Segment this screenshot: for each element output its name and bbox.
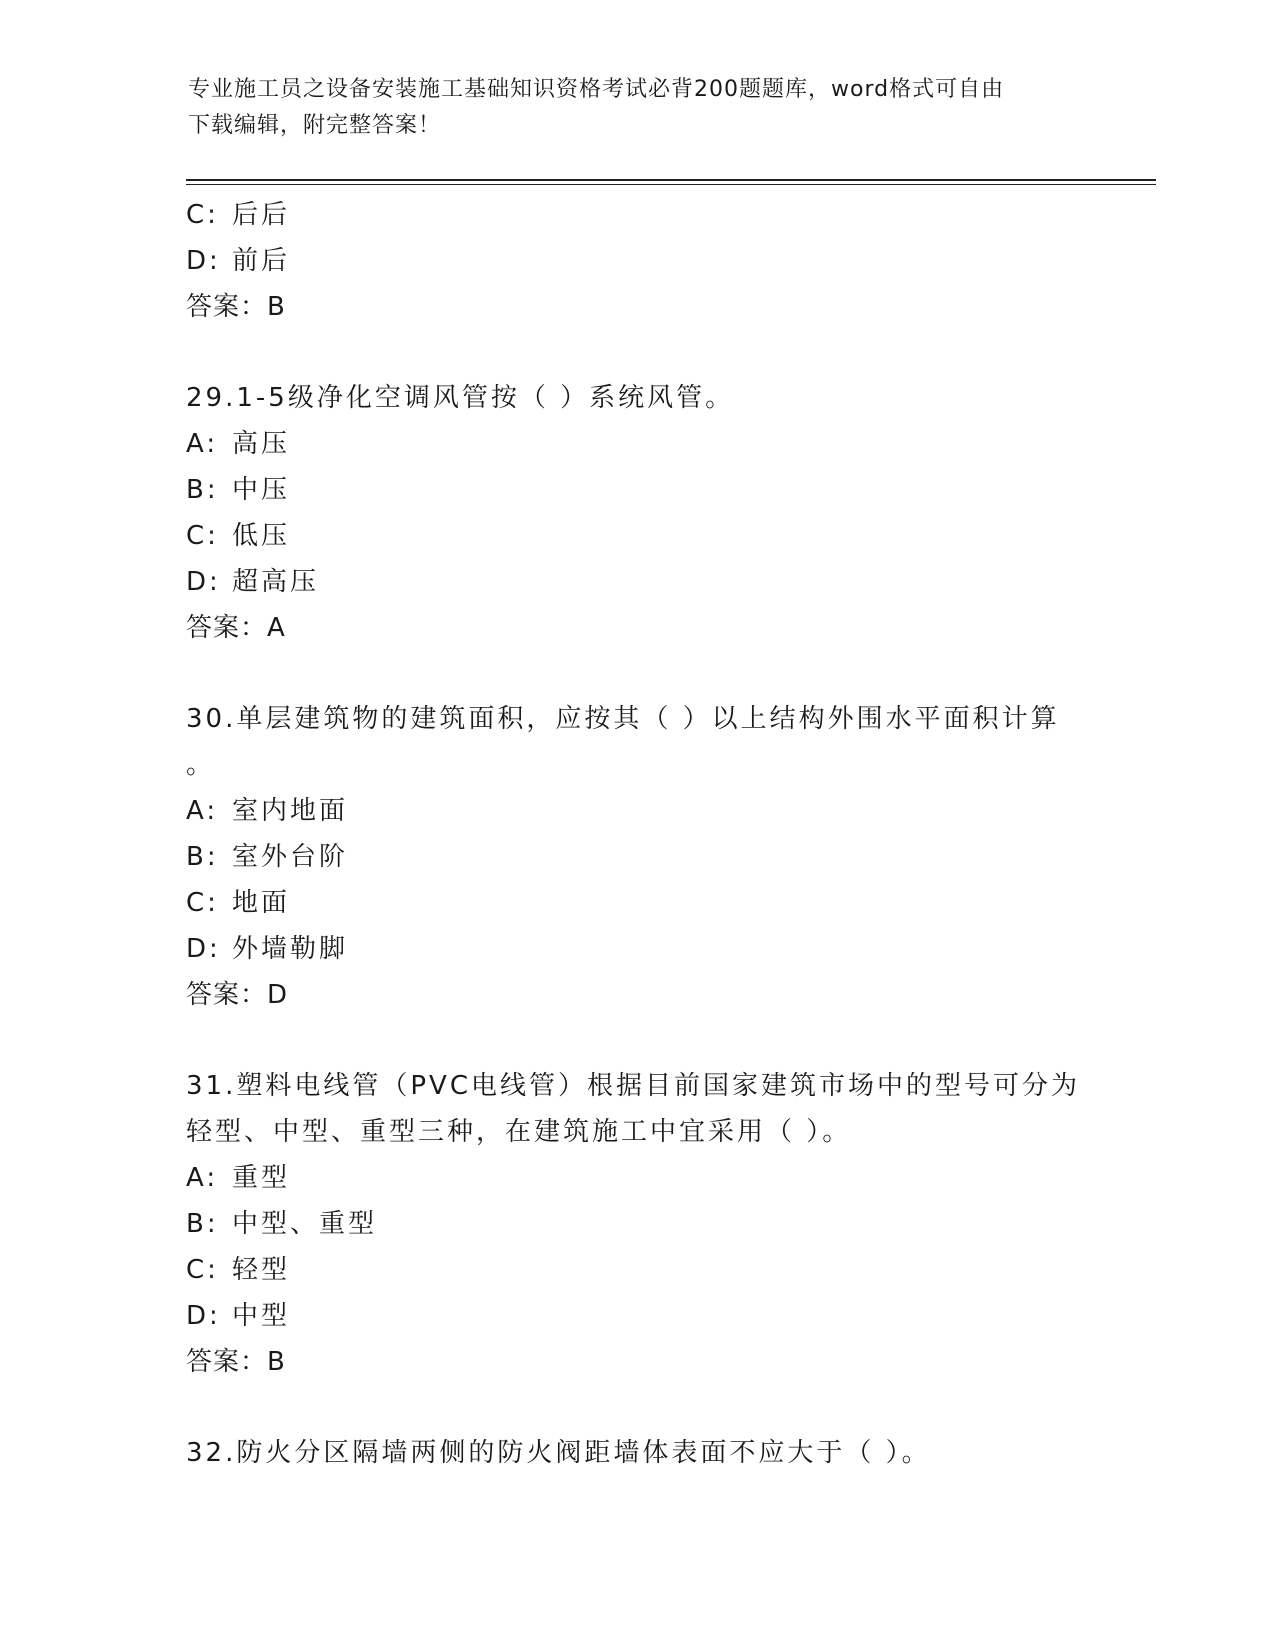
header-line-2: 下载编辑，附完整答案！	[188, 113, 442, 138]
question-31	[186, 1063, 1080, 1385]
option-key: D:	[186, 246, 221, 276]
spacer	[186, 1018, 1076, 1063]
answer-line: 答案：B	[186, 292, 286, 322]
option-text: 重型	[232, 1163, 291, 1193]
option-text: 后后	[232, 200, 291, 230]
option-line	[186, 1293, 1076, 1339]
option-key: C:	[186, 521, 219, 551]
option-line	[186, 467, 1076, 513]
option-line	[186, 880, 1076, 926]
option-text: 前后	[232, 246, 291, 276]
option-key: C:	[186, 888, 219, 918]
question-stem: 31.塑料电线管（PVC电线管）根据目前国家建筑市场中的型号可分为	[186, 1071, 1080, 1101]
option-text: 轻型	[232, 1255, 291, 1285]
question-stem: 29.1-5级净化空调风管按（ ）系统风管。	[186, 383, 735, 413]
option-text: 中型、重型	[232, 1209, 378, 1239]
option-key: D:	[186, 934, 221, 964]
option-line	[186, 559, 1076, 605]
option-line	[186, 192, 1076, 238]
question-32	[186, 1430, 1076, 1476]
option-text: 中压	[232, 475, 291, 505]
question-stem: 30.单层建筑物的建筑面积，应按其（ ）以上结构外围水平面积计算	[186, 704, 1060, 734]
option-line	[186, 788, 1076, 834]
question-30	[186, 696, 1076, 1018]
option-key: B:	[186, 475, 219, 505]
option-text: 高压	[232, 429, 291, 459]
option-key: A:	[186, 796, 219, 826]
option-line	[186, 513, 1076, 559]
header-line-1: 专业施工员之设备安装施工基础知识资格考试必背200题题库，word格式可自由	[188, 77, 1005, 102]
option-text: 室外台阶	[232, 842, 349, 872]
spacer	[186, 651, 1076, 696]
question-stem: 轻型、中型、重型三种，在建筑施工中宜采用（ ）。	[186, 1117, 852, 1147]
option-key: D:	[186, 1301, 221, 1331]
header-rule-thick	[186, 179, 1156, 181]
question-28-continuation	[186, 192, 1076, 330]
option-key: A:	[186, 429, 219, 459]
answer-line: 答案：D	[186, 980, 289, 1010]
option-key: B:	[186, 842, 219, 872]
option-text: 外墙勒脚	[232, 934, 349, 964]
answer-line: 答案：A	[186, 613, 286, 643]
option-line	[186, 1201, 1076, 1247]
option-text: 地面	[232, 888, 291, 918]
option-text: 超高压	[232, 567, 320, 597]
question-29	[186, 375, 1076, 651]
option-line	[186, 238, 1076, 284]
option-text: 中型	[232, 1301, 291, 1331]
option-key: B:	[186, 1209, 219, 1239]
option-text: 低压	[232, 521, 291, 551]
option-line	[186, 1155, 1076, 1201]
option-line	[186, 834, 1076, 880]
option-key: C:	[186, 200, 219, 230]
option-key: C:	[186, 1255, 219, 1285]
question-stem: 32.防火分区隔墙两侧的防火阀距墙体表面不应大于（ ）。	[186, 1438, 931, 1468]
spacer	[186, 1385, 1076, 1430]
option-line	[186, 1247, 1076, 1293]
question-content	[186, 192, 1080, 1476]
option-line	[186, 421, 1076, 467]
option-key: A:	[186, 1163, 219, 1193]
option-key: D:	[186, 567, 221, 597]
answer-line: 答案：B	[186, 1347, 286, 1377]
header-rule-thin	[186, 184, 1156, 185]
option-text: 室内地面	[232, 796, 349, 826]
page-header	[188, 72, 1068, 144]
question-stem: 。	[186, 750, 216, 780]
spacer	[186, 330, 1076, 375]
option-line	[186, 926, 1076, 972]
